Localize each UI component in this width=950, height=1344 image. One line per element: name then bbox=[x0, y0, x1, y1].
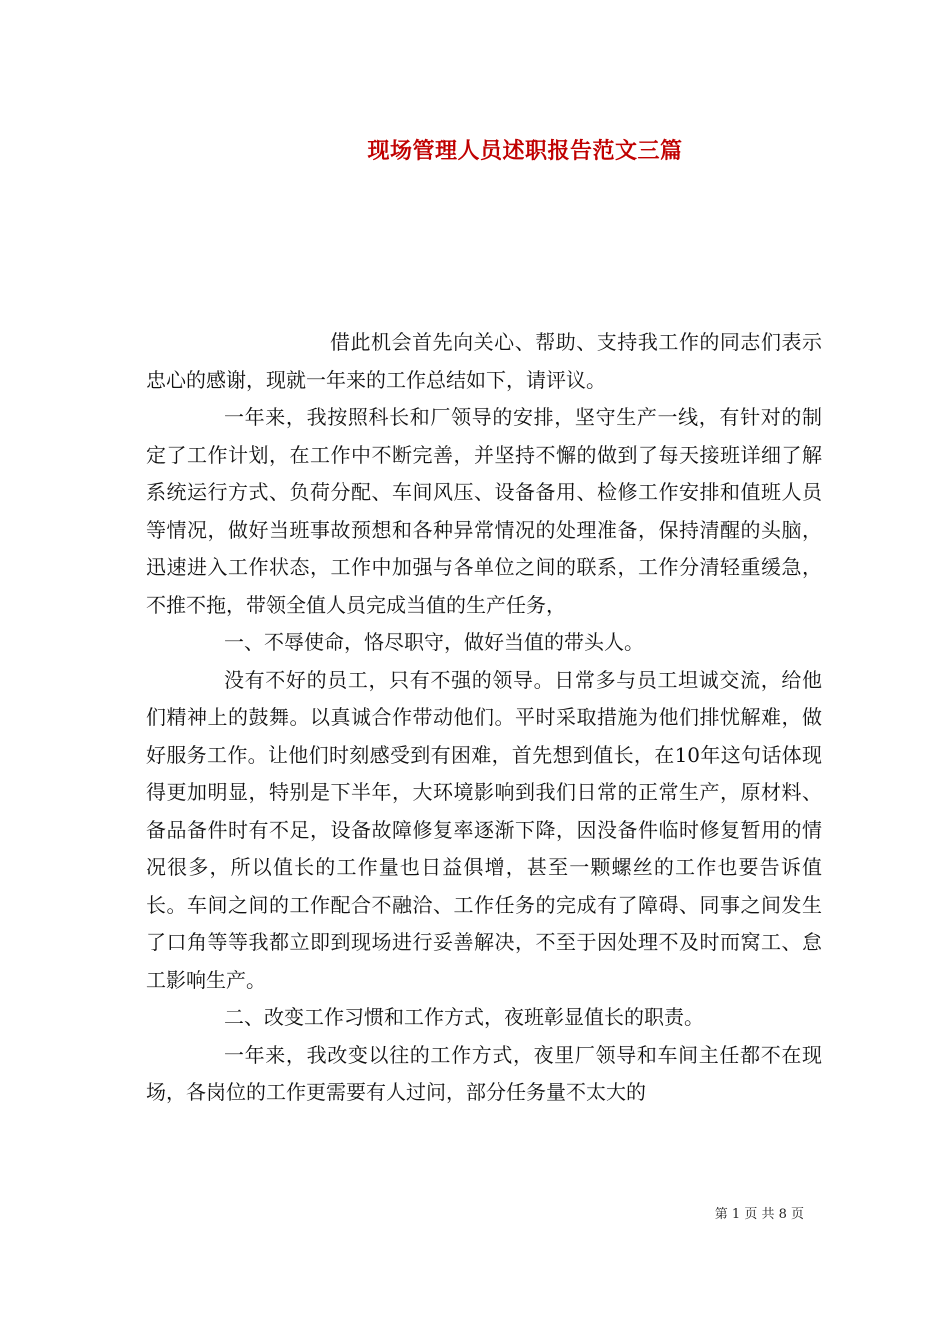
document-title: 现场管理人员述职报告范文三篇 bbox=[367, 138, 683, 164]
paragraph: 借此机会首先向关心、帮助、支持我工作的同志们表示忠心的感谢，现就一年来的工作总结如下，请评议。 bbox=[146, 330, 822, 392]
section-heading: 二、改变工作习惯和工作方式，夜班彰显值长的职责。 bbox=[224, 1005, 704, 1029]
paragraph: 一年来，我按照科长和厂领导的安排，坚守生产一线，有针对的制定了工作计划，在工作中不断完善，并坚持不懈的做到了每天接班详细了解系统运行方式、负荷分配、车间风压、设备备用、检修工作安排和值班人员等情况，做好当班事故预想和各种异常情况的处理准备，保持清醒的头脑，迅速进入工作状态，工作中加强与各单位之间的联系，工作分清轻重缓急，不推不拖，带领全值人员完成当值的生产任务， bbox=[146, 405, 822, 617]
section-heading: 一、不辱使命，恪尽职守，做好当值的带头人。 bbox=[224, 630, 644, 654]
paragraph: 一年来，我改变以往的工作方式，夜里厂领导和车间主任都不在现场，各岗位的工作更需要有人过问，部分任务量不太大的 bbox=[146, 1042, 822, 1104]
paragraph: 没有不好的员工，只有不强的领导。日常多与员工坦诚交流，给他们精神上的鼓舞。以真诚合作带动他们。平时采取措施为他们排忧解难，做好服务工作。让他们时刻感受到有困难，首先想到值长，在10年这句话体现得更加明显，特别是下半年，大环境影响到我们日常的正常生产，原材料、备品备件时有不足，设备故障修复率逐渐下降，因没备件临时修复暂用的情况很多，所以值长的工作量也日益俱增，甚至一颗螺丝的工作也要告诉值长。车间之间的工作配合不融洽、工作任务的完成有了障碍、同事之间发生了口角等等我都立即到现场进行妥善解决，不至于因处理不及时而窝工、怠工影响生产。 bbox=[146, 667, 822, 992]
document-body bbox=[146, 324, 822, 1112]
page-number: 第 1 页 共 8 页 bbox=[714, 1207, 804, 1222]
